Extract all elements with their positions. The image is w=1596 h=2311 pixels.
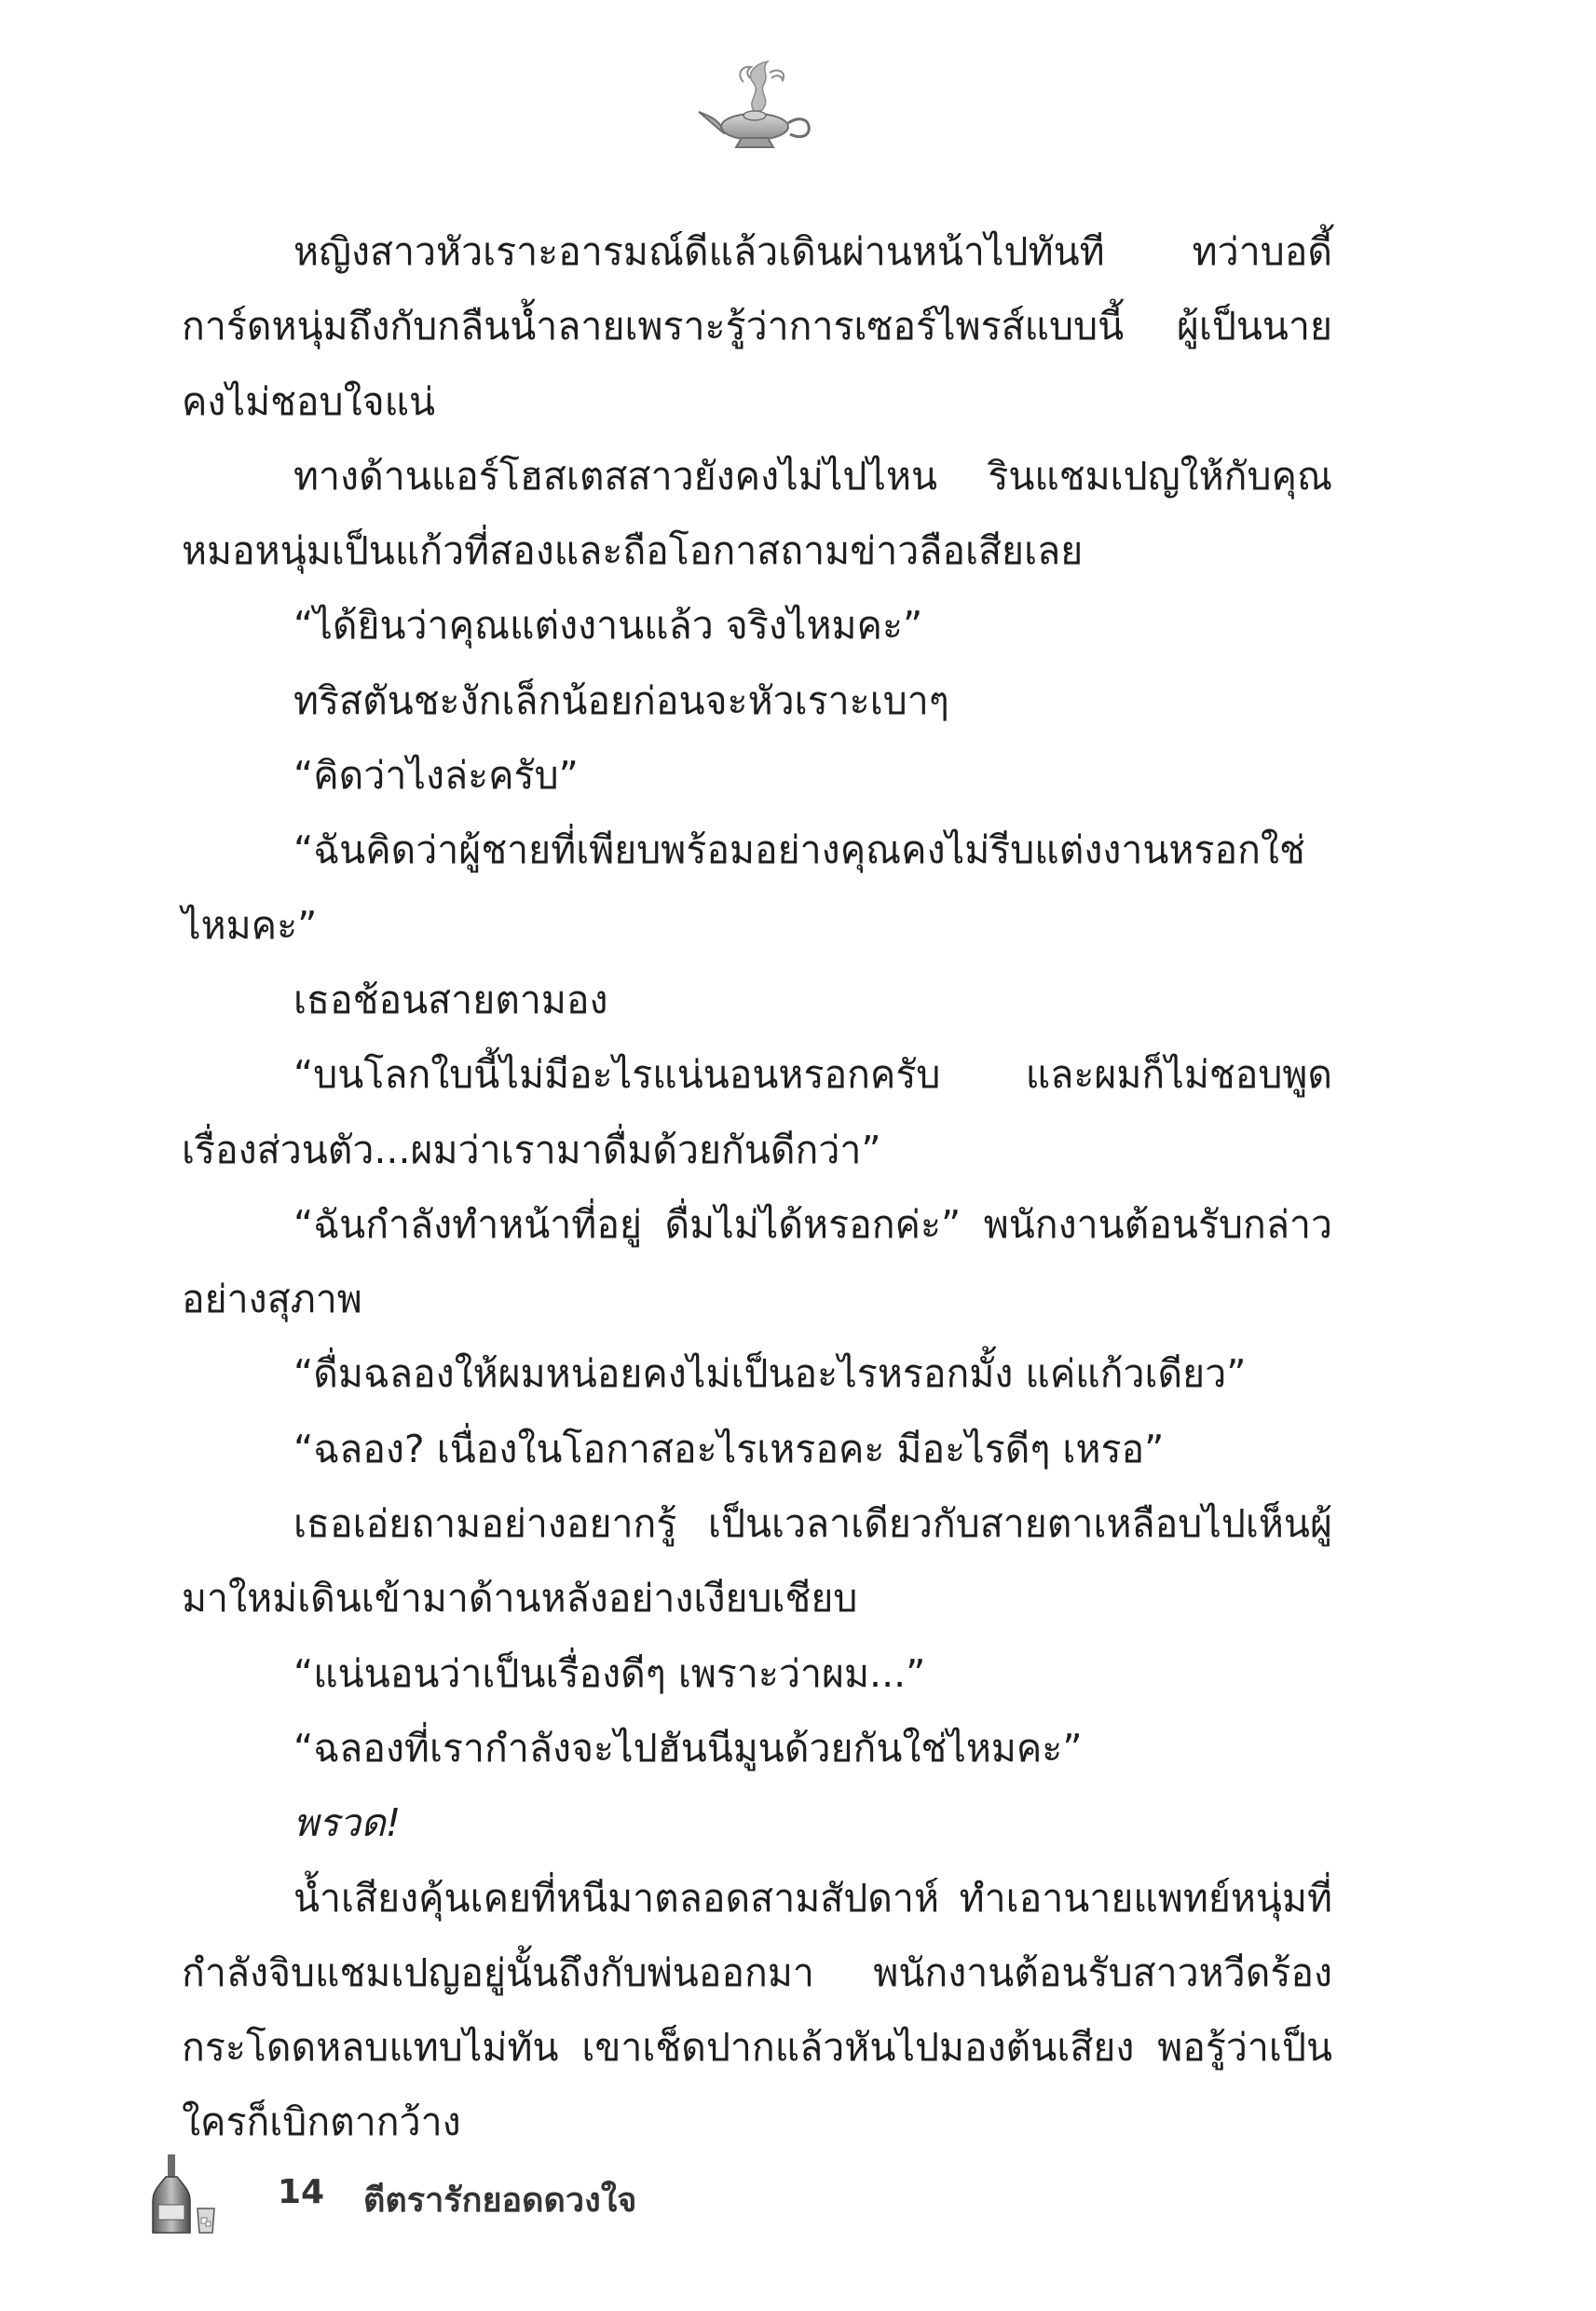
paragraph: เธอเอ่ยถามอย่างอยากรู้ เป็นเวลาเดียวกับสายตาเหลือบไปเห็นผู้มาใหม่เดินเข้ามาด้านหลังอย่างเงียบเชียบ — [182, 1501, 1332, 1621]
paragraph: “ได้ยินว่าคุณแต่งงานแล้ว จริงไหมคะ” — [293, 603, 923, 649]
paragraph: “คิดว่าไงล่ะครับ” — [293, 753, 579, 799]
paragraph: เธอช้อนสายตามอง — [293, 977, 608, 1022]
book-title: ตีตรารักยอดดวงใจ — [363, 2181, 637, 2220]
paragraph: “ฉลอง? เนื่องในโอกาสอะไรเหรอคะ มีอะไรดีๆ เหรอ” — [293, 1426, 1165, 1471]
page-footer — [149, 2153, 801, 2236]
paragraph: น้ำเสียงคุ้นเคยที่หนีมาตลอดสามสัปดาห์ ทำเอานายแพทย์หนุ่มที่กำลังจิบแชมเปญอยู่นั้นถึงกับพ่นออกมา พนักงานต้อนรับสาวหวีดร้องกระโดดหลบแทบไม่ทัน เขาเช็ดปากแล้วหันไปมองต้นเสียง พอรู้ว่าเป็นใครก็เบิกตากว้าง — [182, 1875, 1332, 2145]
page-number: 14 — [278, 2173, 325, 2211]
paragraph: ทริสตันชะงักเล็กน้อยก่อนจะหัวเราะเบาๆ — [293, 677, 949, 723]
paragraph: “ฉลองที่เรากำลังจะไปฮันนีมูนด้วยกันใช่ไหมคะ” — [293, 1725, 1083, 1771]
paragraph-italic: พรวด! — [293, 1800, 402, 1846]
liquor-bottle-and-glass-icon — [149, 2153, 233, 2236]
paragraph: “ฉันคิดว่าผู้ชายที่เพียบพร้อมอย่างคุณคงไม่รีบแต่งงานหรอกใช่ไหมคะ” — [182, 827, 1305, 948]
paragraph: หญิงสาวหัวเราะอารมณ์ดีแล้วเดินผ่านหน้าไปทันที ทว่าบอดี้การ์ดหนุ่มถึงกับกลืนน้ำลายเพราะรู้ว่าการเซอร์ไพรส์แบบนี้ ผู้เป็นนายคงไม่ชอบใจแน่ — [182, 229, 1332, 424]
main-text-block — [182, 214, 1332, 2160]
paragraph: “ดื่มฉลองให้ผมหน่อยคงไม่เป็นอะไรหรอกมั้ง แค่แก้วเดียว” — [293, 1351, 1247, 1397]
paragraph: “ฉันกำลังทำหน้าที่อยู่ ดื่มไม่ได้หรอกค่ะ” พนักงานต้อนรับกล่าวอย่างสุภาพ — [182, 1201, 1332, 1322]
paragraph: “แน่นอนว่าเป็นเรื่องดีๆ เพราะว่าผม...” — [293, 1650, 926, 1696]
genie-lamp-ornament-icon — [689, 54, 820, 157]
paragraph: “บนโลกใบนี้ไม่มีอะไรแน่นอนหรอกครับ และผมก็ไม่ชอบพูดเรื่องส่วนตัว...ผมว่าเรามาดื่มด้วยกันดีกว่า” — [182, 1052, 1332, 1172]
paragraph: ทางด้านแอร์โฮสเตสสาวยังคงไม่ไปไหน รินแชมเปญให้กับคุณหมอหนุ่มเป็นแก้วที่สองและถือโอกาสถามข่าวลือเสียเลย — [182, 453, 1332, 574]
